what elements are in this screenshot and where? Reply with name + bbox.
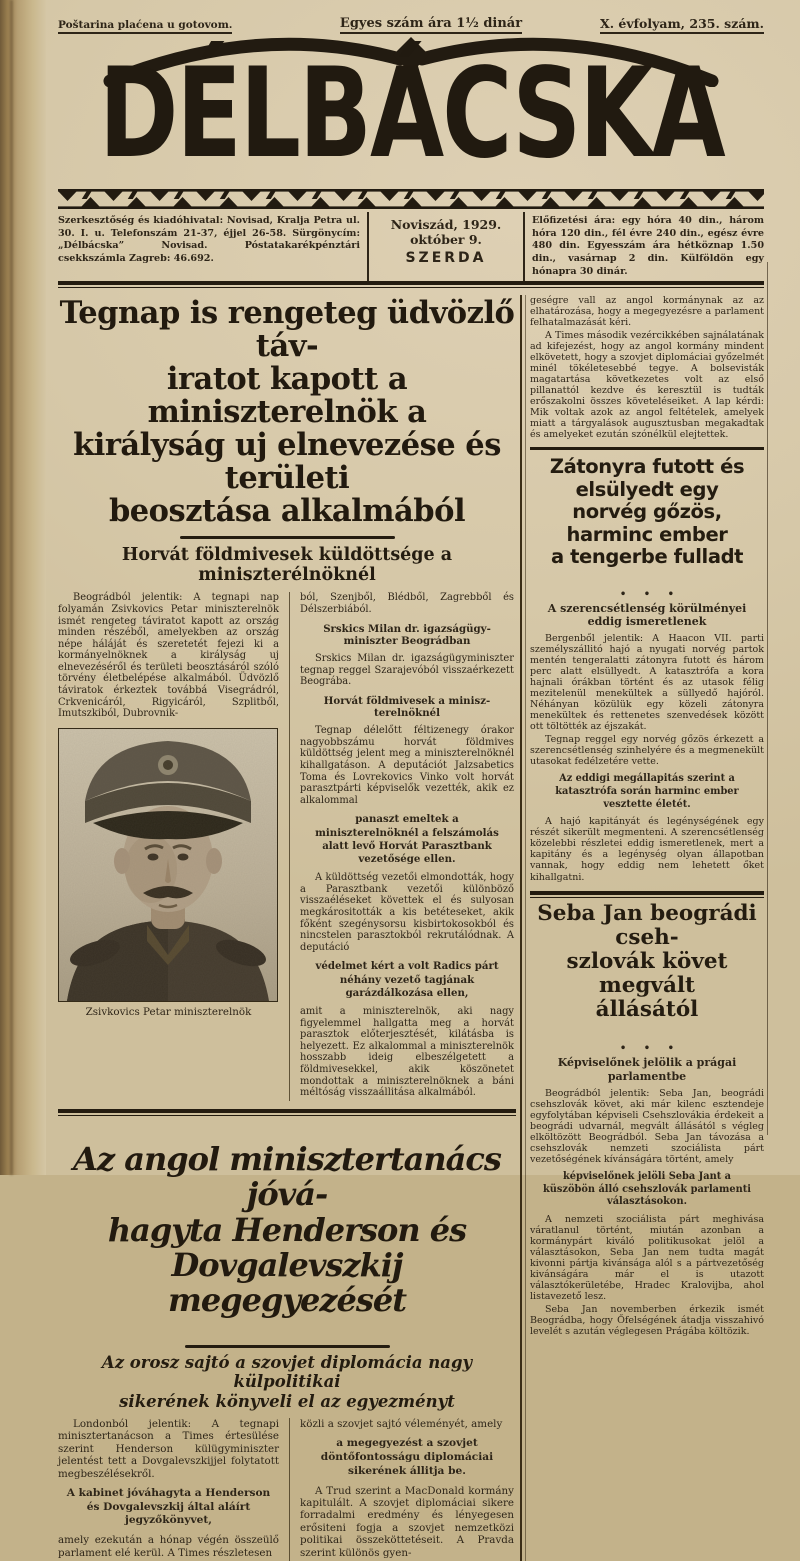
price-note: Egyes szám ára 1½ dinár [293, 16, 569, 31]
bottom-article-col1 [58, 1418, 279, 1561]
article-rule [530, 447, 764, 450]
bold-statement: Az eddigi megállapitás szerint a katasztrófa során harminc ember vesztette életét. [555, 773, 739, 810]
header-rule [58, 281, 764, 288]
section-rule [58, 1109, 516, 1116]
inline-subhead: Srskics Milan dr. igazságügyminiszter Beográdban [323, 622, 491, 648]
weekday: SZERDA [405, 250, 487, 266]
paragraph: Beográdból jelentik: A tegnapi nap folyamán Zsivkovics Petar miniszterelnök ismét rengeteg táviratot kapott az ország minden részéből, amelyekben az ország népe háláját és szeretetét fejezi ki a kormányelnöknek a királyság uj elnevezéséről és területi beosztásáról szóló törvény életbelépése alkalmából. Üdvözlő táviratok érkeztek továbbá Visegrádról, Crkvenicáról, Rigyicáról, Szplitből, Imutszkiból, Dubrovnik- [58, 592, 279, 720]
shipwreck-subhead: A szerencsétlenség körülményei eddig ismeretlenek [547, 601, 747, 629]
paragraph: A Trud szerint a MacDonald kormány kapitulált. A szovjet diplomáciai sikere forradalmi eredmény és lényegesen erősiteni fogja a szovjet nemzetközi politikai összeköttetéseit. A Pravda szerint különös gyen- [300, 1484, 514, 1559]
date-line: Noviszád, 1929. október 9. [390, 217, 502, 247]
postage-note: Poštarina plaćena u gotovom. [58, 19, 293, 31]
paragraph: Seba Jan novemberben érkezik ismét Beográdba, hogy Őfelségének átadja visszahivó levelét s azután véglegesen Prágába költözik. [530, 1304, 764, 1338]
paragraph: A küldöttség vezetői elmondották, hogy a Parasztbank vezetői különböző visszaéléseket követtek el és sulyosan megkárositották a kis betéteseket, akik főként szegénysorsu kisbirtokosokból és nincstelen parasztokból rekrutálódnak. A deputáció [300, 872, 514, 953]
headline-rule [185, 1345, 390, 1348]
paragraph: geségre vall az angol kormánynak az az elhatározása, hogy a megegyezésre a parlament felhatalmazását kéri. [530, 295, 764, 329]
main-headline: Tegnap is rengeteg üdvözlő táv- iratot kapott a miniszterelnök a királyság uj elnevezése és területi beosztása alkalmából [59, 295, 515, 529]
shipwreck-headline: Zátonyra futott és elsülyedt egy norvég gőzös, harminc ember a tengerbe fulladt [549, 454, 745, 569]
paragraph: Srskics Milan dr. igazságügyminiszter tegnap reggel Szarajevóból visszaérkezett Beográba. [300, 653, 514, 688]
issue-number: X. évfolyam, 235. szám. [569, 16, 764, 31]
dots-divider: • • • [619, 588, 682, 600]
paragraph: Bergenből jelentik: A Haacon VII. parti személyszállitó hajó a nyugati norvég partok mentén tengeralatti zátonyra futott és három perc alatt elsüllyedt. A katasztrófa a kora hajnali órákban történt és az utasok félig mezitelenül menekültek a süllyedő hajóról. Néhányan közülük egy közeli zátonyra menekültek és rettenetes szenvedések között ott töltötték az éjszakát. [530, 633, 764, 733]
info-bar [58, 212, 764, 281]
paragraph: Tegnap délelőtt féltizenegy órakor nagyobbszámu horvát földmives küldöttség jelent meg a miniszterelnöknél kihallgatáson. A deputációt Jalzsabetics Toma és Lovrekovics Vinko volt horvát parasztpárti képviselők vezették, akik ez alkalommal [300, 725, 514, 806]
paragraph: Beográdból jelentik: Seba Jan, beográdi csehszlovák követ, aki már kilenc esztendeje egyfolytában képviseli Csehszlovákia érdekeit a beográdi udvarnál, megvált állásától s végleg elköltözött Beográdból. Seba Jan távozása a csehszlovák nemzeti szociálista párt vezetőségének kívánságára történt, amely [530, 1087, 764, 1165]
masthead [58, 31, 764, 187]
paragraph: ból, Szenjből, Blédből, Zagrebből és Délszerbiából. [300, 592, 514, 615]
bottom-headline: Az angol minisztertanács jóvá- hagyta Henderson és Dovgalevszkij megegyezését [73, 1140, 501, 1319]
envoy-headline: Seba Jan beográdi cseh- szlovák követ megvált állásától [537, 900, 757, 1022]
article-rule-heavy [530, 891, 764, 898]
page-edge [0, 0, 46, 1175]
bottom-article [58, 1142, 516, 1561]
main-section [58, 295, 516, 1561]
portrait-figure [58, 728, 279, 1018]
bold-statement: védelmet kért a volt Radics párt néhány vezető tagjának garázdálkozása ellen, [315, 960, 499, 999]
paragraph: A hajó kapitányát és legénységének egy részét sikerült megmenteni. A szerencsétlenség közelebbi részletei eddig ismeretlenek, mert a kapitány és a legénység olyan állapotban vannak, hogy eddig nem lehetett őket kihallgatni. [530, 816, 764, 883]
right-column [530, 295, 764, 1561]
paragraph: A Times második vezércikkében sajnálatának ad kifejezést, hogy az angol kormány mindent elkövetett, hogy a szovjet diplomáciai győzelmét minél tökéletesebbé tegye. A bolsevisták magatartása következetes volt az első pillanattól kezdve és keresztül is tudták erőszakolni összes követeléseiket. A lap kérdi: Mik voltak azok az angol feltételek, amelyek miatt a tárgyalások augusztusban megakadtak és amelyeket ezután szónélkül elejtettek. [530, 330, 764, 441]
newspaper-title: DÉLBÁCSKA [98, 42, 724, 187]
bottom-article-col2 [289, 1418, 514, 1561]
right-margin-rule [767, 262, 769, 1135]
paragraph: Londonból jelentik: A tegnapi minisztertanácson a Times értesülése szerint Henderson külügyminiszter jelentést tett a Dovgalevszkijjel folytatott megbeszélésekről. [58, 1418, 279, 1480]
main-article-col2 [289, 592, 514, 1100]
main-article-subhead: Horvát földmivesek küldöttsége a miniszterélnöknél [121, 545, 453, 586]
bottom-article-columns [58, 1418, 516, 1561]
paragraph: amely ezekután a hónap végén összeülő parlament elé kerül. A Times részletesen [58, 1534, 279, 1559]
paragraph: A nemzeti szociálista párt meghivása váratlanul történt, miután azonban a kormánypárt kiváló politikusokat jelöl a választásokon, Seba Jan nem tudta magát kivonni pártja kivánsága alól s a pártvezetőség kivánságára már el is utazott választókerületébe, Hradec Kralovijba, ahol listavezető lesz. [530, 1214, 764, 1303]
headline-rule [180, 536, 395, 540]
envoy-subhead: Képviselőnek jelölik a prágai parlamentbe [557, 1056, 737, 1084]
date-box [367, 212, 525, 281]
zigzag-band-icon [58, 189, 764, 209]
publisher-info: Szerkesztőség és kiadóhivatal: Novisad, Kralja Petra ul. 30. I. u. Telefonszám 21-37, éjjel 26-58. Sürgönycím: „Délbácska” Novisad. Póstatakarékpénztári csekkszámla Zagreb: 46.692. [58, 215, 360, 264]
subscription-info: Előfizetési ára: egy hóra 40 din., három hóra 120 din., fél évre 240 din., egész évre 480 din. Egyesszám ára hétköznap 1.50 din., vasárnap 2 din. Külföldön egy hónapra 30 dinár. [532, 215, 764, 277]
bold-statement: A kabinet jóváhagyta a Henderson és Dovgalevszkij által aláírt jegyzőkönyvet, [66, 1486, 271, 1527]
paragraph: közli a szovjet sajtó véleményét, amely [300, 1418, 503, 1431]
paragraph: amit a miniszterelnök, aki nagy figyelemmel hallgatta meg a horvát parasztok előterjesztését, kilátásba is helyezett. Ez alkalommal a miniszterelnök hosszabb ideig elbeszélgetett a földmivesekkel, akik köszönetet mondottak a miniszterelnöknek a báni méltóság visszaállitása alkalmából. [300, 1006, 514, 1099]
bold-statement: panaszt emeltek a miniszterelnöknél a felszámolás alatt levő Horvát Parasztbank vezetősége ellen. [315, 813, 499, 866]
column-divider [516, 295, 530, 1561]
paragraph: Tegnap reggel egy norvég gőzös érkezett a szerencsétlenség szinhelyére és a megmenekült utasokat fedélzetére vette. [530, 734, 764, 768]
bold-statement: képviselőnek jelöli Seba Jant a küszöbön álló csehszlovák parlamenti választásokon. [543, 1171, 751, 1208]
bottom-article-subhead: Az orosz sajtó a szovjet diplomácia nagy külpolitikai sikerének könyveli el az egyezményt [101, 1352, 473, 1411]
dots-divider: • • • [619, 1043, 682, 1055]
bold-statement: a megegyezést a szovjet döntőfontosságu diplomáciai sikerének állitja be. [320, 1437, 494, 1478]
main-article-col1 [58, 592, 279, 1100]
photo-caption: Zsivkovics Petar miniszterelnök [85, 1005, 252, 1018]
main-article-columns [58, 592, 516, 1100]
portrait-photo [58, 728, 278, 1002]
inline-subhead: Horvát földmivesek a miniszterelnöknél [323, 694, 491, 720]
